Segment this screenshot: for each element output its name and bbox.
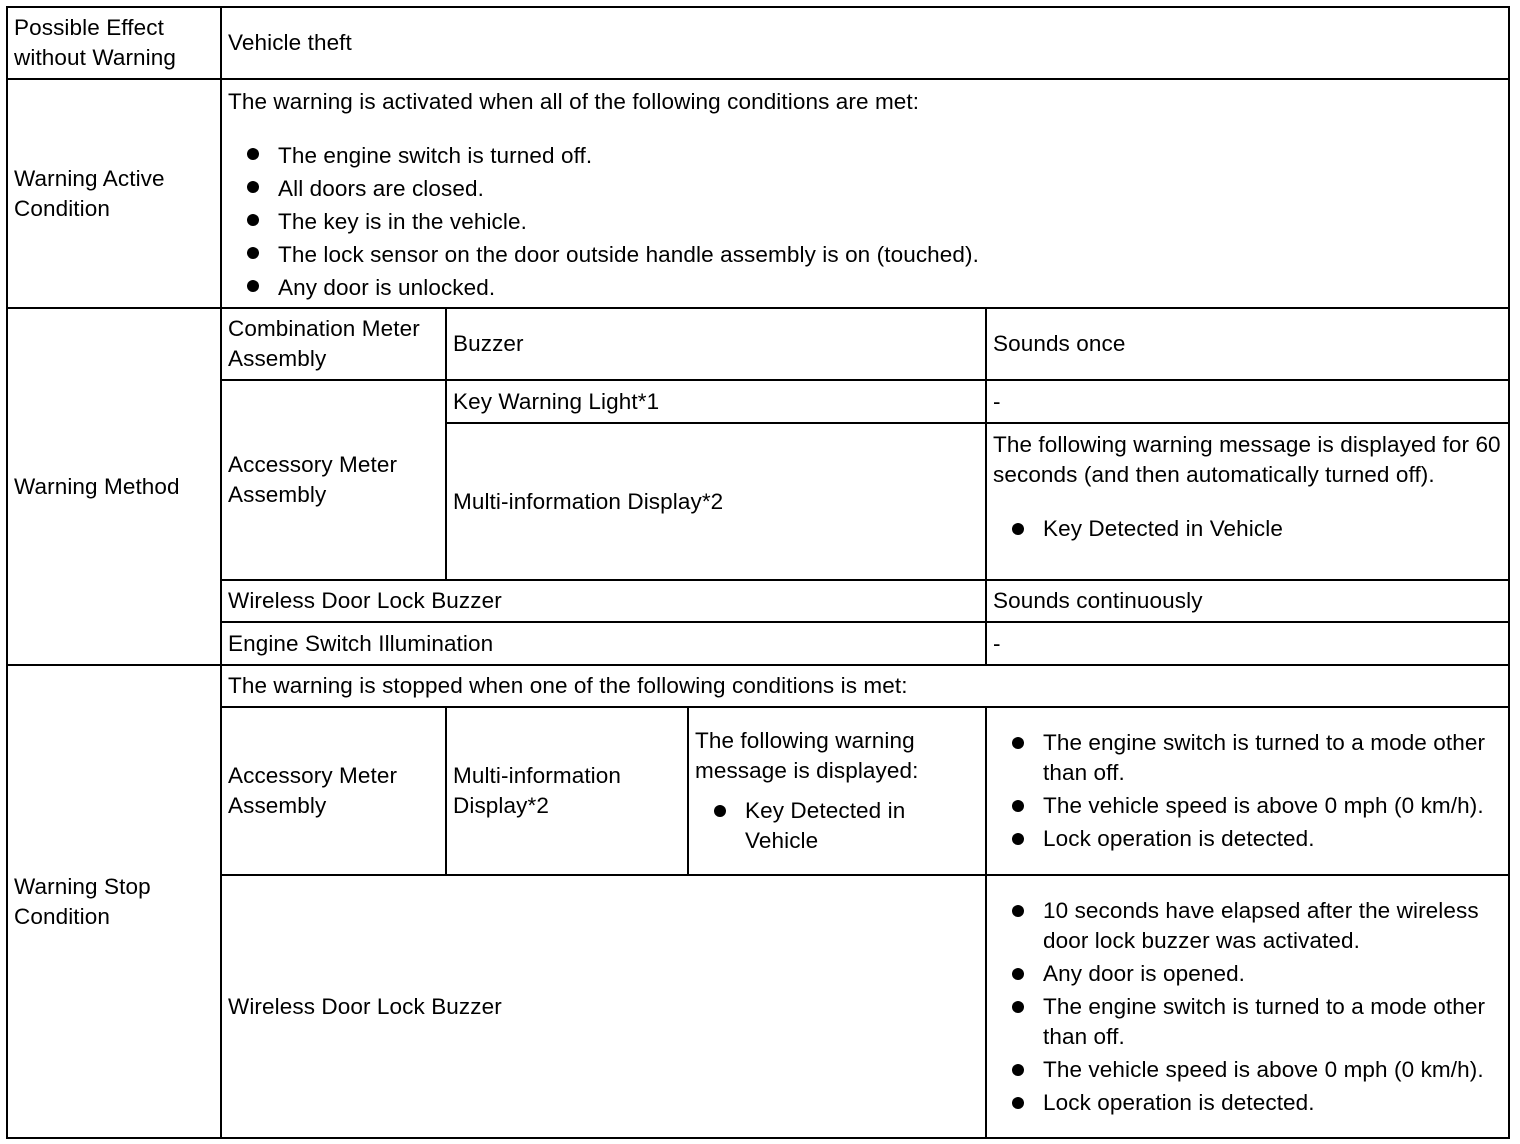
combination-meter-label: Combination Meter Assembly — [221, 308, 446, 380]
stop-mid-message-cell — [688, 707, 986, 875]
method-row-engine-illum — [7, 622, 1509, 665]
wireless-buzzer-label: Wireless Door Lock Buzzer — [221, 580, 986, 622]
method-row-wireless-buzzer — [7, 580, 1509, 622]
list-item: The lock sensor on the door outside handle assembly is on (touched). — [228, 238, 1502, 271]
list-item: Lock operation is detected. — [993, 1088, 1502, 1118]
engine-switch-illum-label: Engine Switch Illumination — [221, 622, 986, 665]
stop-mid-message-intro: The following warning message is displayed: — [695, 728, 919, 783]
possible-effect-label: Possible Effect without Warning — [7, 7, 221, 79]
stop-row-intro — [7, 665, 1509, 707]
warning-spec-table — [6, 6, 1510, 1139]
accessory-meter-label: Accessory Meter Assembly — [221, 380, 446, 580]
stop-mid-label: Multi-information Display*2 — [446, 707, 688, 875]
active-condition-cell — [221, 79, 1509, 308]
warning-method-label: Warning Method — [7, 308, 221, 665]
buzzer-label: Buzzer — [446, 308, 986, 380]
list-item: Any door is opened. — [993, 959, 1502, 989]
list-item: Lock operation is detected. — [993, 824, 1502, 854]
list-item: The vehicle speed is above 0 mph (0 km/h). — [993, 791, 1502, 821]
key-warning-light-result: - — [986, 380, 1509, 423]
list-item: The engine switch is turned to a mode other than off. — [993, 992, 1502, 1052]
key-warning-light-label: Key Warning Light*1 — [446, 380, 986, 423]
mid-label: Multi-information Display*2 — [446, 423, 986, 580]
stop-mid-conditions-list — [993, 728, 1502, 854]
stop-condition-intro: The warning is stopped when one of the following conditions is met: — [221, 665, 1509, 707]
list-item: The key is in the vehicle. — [228, 205, 1502, 238]
stop-row-wireless-buzzer — [7, 875, 1509, 1138]
stop-row-mid — [7, 707, 1509, 875]
list-item: 10 seconds have elapsed after the wireless door lock buzzer was activated. — [993, 896, 1502, 956]
mid-message-list — [993, 514, 1502, 544]
stop-accessory-meter-label: Accessory Meter Assembly — [221, 707, 446, 875]
engine-switch-illum-result: - — [986, 622, 1509, 665]
stop-condition-label: Warning Stop Condition — [7, 665, 221, 1138]
list-item: The vehicle speed is above 0 mph (0 km/h). — [993, 1055, 1502, 1085]
buzzer-result: Sounds once — [986, 308, 1509, 380]
wireless-buzzer-result: Sounds continuously — [986, 580, 1509, 622]
possible-effect-value: Vehicle theft — [221, 7, 1509, 79]
method-row-key-light — [7, 380, 1509, 423]
active-condition-row — [7, 79, 1509, 308]
stop-wireless-buzzer-label: Wireless Door Lock Buzzer — [221, 875, 986, 1138]
list-item: Any door is unlocked. — [228, 271, 1502, 304]
active-condition-list — [228, 139, 1502, 304]
active-condition-label: Warning Active Condition — [7, 79, 221, 308]
stop-buzzer-conditions-cell — [986, 875, 1509, 1138]
list-item: Key Detected in Vehicle — [993, 514, 1502, 544]
mid-result-text: The following warning message is displayed for 60 seconds (and then automatically turned off). — [993, 432, 1501, 487]
mid-result-cell — [986, 423, 1509, 580]
list-item: The engine switch is turned to a mode other than off. — [993, 728, 1502, 788]
list-item: The engine switch is turned off. — [228, 139, 1502, 172]
list-item: Key Detected in Vehicle — [695, 796, 979, 856]
method-row-buzzer — [7, 308, 1509, 380]
stop-mid-message-list — [695, 796, 979, 856]
stop-buzzer-conditions-list — [993, 896, 1502, 1118]
stop-mid-conditions-cell — [986, 707, 1509, 875]
active-condition-intro: The warning is activated when all of the following conditions are met: — [228, 89, 920, 114]
list-item: All doors are closed. — [228, 172, 1502, 205]
possible-effect-row — [7, 7, 1509, 79]
